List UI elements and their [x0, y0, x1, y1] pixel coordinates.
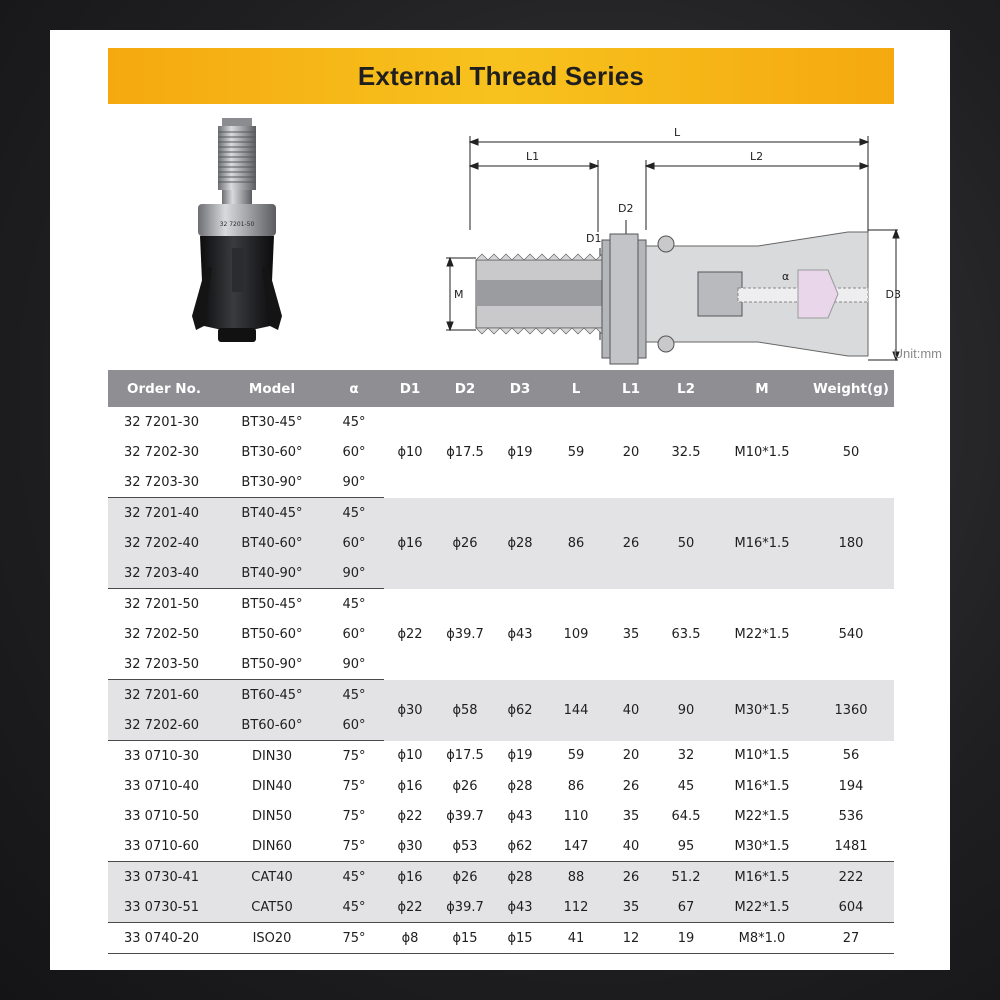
label-L1: L1 — [526, 150, 540, 163]
d2-cell: ϕ15 — [436, 923, 494, 954]
product-marking: 32 7201-50 — [219, 221, 255, 228]
title-banner — [108, 48, 894, 104]
l1-cell: 26 — [622, 778, 640, 794]
l-cell: 109 — [563, 626, 589, 642]
l2-cell: 64.5 — [671, 808, 701, 824]
alpha-cell: 45° — [342, 596, 366, 612]
l1-cell: 26 — [606, 498, 656, 589]
m-cell: M30*1.5 — [716, 831, 808, 862]
alpha-cell: 75° — [342, 748, 366, 764]
l-cell: 59 — [567, 444, 585, 460]
l1-cell: 35 — [622, 626, 640, 642]
model-cell: CAT50 — [220, 892, 324, 923]
m-cell: M22*1.5 — [734, 626, 790, 642]
m-cell: M22*1.5 — [716, 892, 808, 923]
d2-cell: ϕ17.5 — [446, 444, 484, 460]
d1-cell: ϕ8 — [384, 923, 436, 954]
l2-cell: 32 — [677, 748, 695, 764]
model-cell: BT40-90° — [220, 558, 324, 589]
table-row — [108, 771, 894, 801]
d3-cell: ϕ62 — [494, 680, 546, 741]
col-header-d2: D2 — [436, 370, 494, 407]
l2-cell: 51.2 — [656, 862, 716, 893]
m-cell: M22*1.5 — [734, 808, 790, 824]
label-D1: D1 — [586, 232, 602, 245]
order-cell: 33 0710-50 — [124, 808, 199, 824]
table-row — [108, 498, 894, 529]
model-cell: BT30-45° — [241, 414, 303, 430]
alpha-cell: 90° — [324, 558, 384, 589]
order-cell: 32 7202-50 — [124, 626, 199, 642]
weight-cell: 536 — [838, 808, 864, 824]
model-cell: DIN60 — [220, 831, 324, 862]
dimension-diagram — [398, 120, 901, 360]
col-header-model: Model — [220, 370, 324, 407]
table-row — [108, 407, 894, 437]
alpha-cell: 75° — [342, 778, 366, 794]
d3-cell: ϕ43 — [494, 892, 546, 923]
weight-cell: 1360 — [808, 680, 894, 741]
l-cell: 88 — [546, 862, 606, 893]
l1-cell: 12 — [606, 923, 656, 954]
unit-label: Unit:mm — [893, 346, 942, 361]
order-cell: 32 7202-40 — [108, 528, 220, 558]
d1-cell: ϕ30 — [384, 831, 436, 862]
weight-cell: 56 — [842, 748, 860, 764]
d1-cell: ϕ10 — [397, 748, 423, 764]
d1-cell: ϕ10 — [397, 444, 423, 460]
d3-cell: ϕ15 — [494, 923, 546, 954]
label-L: L — [674, 126, 681, 139]
alpha-cell: 75° — [324, 831, 384, 862]
l2-cell: 32.5 — [671, 444, 701, 460]
model-cell: BT30-60° — [241, 444, 303, 460]
d3-cell: ϕ43 — [507, 626, 533, 642]
d2-cell: ϕ53 — [436, 831, 494, 862]
alpha-cell: 60° — [342, 444, 366, 460]
l1-cell: 40 — [606, 831, 656, 862]
model-cell: ISO20 — [220, 923, 324, 954]
weight-cell: 180 — [808, 498, 894, 589]
order-cell: 32 7202-30 — [124, 444, 199, 460]
m-cell: M16*1.5 — [716, 498, 808, 589]
page-title: External Thread Series — [357, 60, 645, 91]
order-cell: 33 0710-30 — [124, 748, 199, 764]
weight-cell: 540 — [838, 626, 864, 642]
label-D2: D2 — [618, 202, 634, 215]
model-cell: BT40-60° — [220, 528, 324, 558]
d3-cell: ϕ19 — [507, 444, 533, 460]
l1-cell: 40 — [606, 680, 656, 741]
weight-cell: 1481 — [808, 831, 894, 862]
d3-cell: ϕ28 — [494, 862, 546, 893]
weight-cell: 604 — [808, 892, 894, 923]
d2-cell: ϕ26 — [436, 498, 494, 589]
d3-cell: ϕ28 — [494, 498, 546, 589]
d2-cell: ϕ39.7 — [446, 808, 484, 824]
l1-cell: 20 — [622, 748, 640, 764]
order-cell: 32 7203-50 — [108, 649, 220, 680]
order-cell: 33 0710-40 — [124, 778, 199, 794]
d1-cell: ϕ30 — [384, 680, 436, 741]
weight-cell: 27 — [808, 923, 894, 954]
col-header-alpha: α — [324, 370, 384, 407]
model-cell: DIN50 — [251, 808, 293, 824]
col-header-l: L — [546, 370, 606, 407]
col-header-weight: Weight(g) — [808, 370, 894, 407]
table-header-row — [108, 370, 894, 407]
l-cell: 147 — [546, 831, 606, 862]
d2-cell: ϕ39.7 — [446, 626, 484, 642]
alpha-cell: 60° — [342, 626, 366, 642]
m-cell: M30*1.5 — [716, 680, 808, 741]
product-image — [182, 116, 292, 356]
simple-rows — [108, 741, 894, 954]
alpha-cell: 45° — [324, 498, 384, 529]
spec-table — [108, 370, 894, 954]
l-cell: 86 — [546, 498, 606, 589]
col-header-order: Order No. — [108, 370, 220, 407]
d2-cell: ϕ58 — [436, 680, 494, 741]
l1-cell: 35 — [622, 808, 640, 824]
order-cell: 32 7202-60 — [108, 710, 220, 741]
model-cell: BT40-45° — [220, 498, 324, 529]
m-cell: M16*1.5 — [734, 778, 790, 794]
order-cell: 32 7203-40 — [108, 558, 220, 589]
label-M: M — [454, 288, 464, 301]
model-cell: BT50-90° — [220, 649, 324, 680]
l-cell: 144 — [546, 680, 606, 741]
m-cell: M16*1.5 — [716, 862, 808, 893]
alpha-cell: 60° — [324, 710, 384, 741]
spec-sheet-card — [50, 30, 950, 970]
d1-cell: ϕ22 — [397, 626, 423, 642]
d1-cell: ϕ22 — [384, 892, 436, 923]
model-cell: BT50-60° — [241, 626, 303, 642]
l2-cell: 63.5 — [671, 626, 701, 642]
model-cell: BT50-45° — [241, 596, 303, 612]
l1-cell: 20 — [622, 444, 640, 460]
model-cell: BT60-45° — [220, 680, 324, 711]
model-cell: CAT40 — [220, 862, 324, 893]
d2-cell: ϕ26 — [452, 778, 478, 794]
weight-cell: 50 — [842, 444, 860, 460]
model-cell: BT60-60° — [220, 710, 324, 741]
m-cell: M8*1.0 — [716, 923, 808, 954]
table-row — [108, 680, 894, 711]
col-header-d3: D3 — [494, 370, 546, 407]
l-cell: 59 — [567, 748, 585, 764]
order-cell: 32 7201-40 — [108, 498, 220, 529]
d1-cell: ϕ16 — [384, 862, 436, 893]
col-header-l1: L1 — [606, 370, 656, 407]
model-cell: DIN30 — [251, 748, 293, 764]
alpha-cell: 60° — [324, 528, 384, 558]
alpha-cell: 45° — [324, 892, 384, 923]
l2-cell: 67 — [656, 892, 716, 923]
alpha-cell: 75° — [324, 923, 384, 954]
alpha-cell: 45° — [324, 680, 384, 711]
l2-cell: 45 — [677, 778, 695, 794]
l1-cell: 26 — [606, 862, 656, 893]
col-header-m: M — [716, 370, 808, 407]
alpha-cell: 90° — [324, 467, 384, 498]
col-header-d1: D1 — [384, 370, 436, 407]
table-row — [108, 741, 894, 772]
l-cell: 110 — [563, 808, 589, 824]
table-row — [108, 862, 894, 893]
order-cell: 33 0740-20 — [108, 923, 220, 954]
d2-cell: ϕ17.5 — [446, 748, 484, 764]
m-cell: M10*1.5 — [734, 748, 790, 764]
l2-cell: 50 — [656, 498, 716, 589]
order-cell: 33 0730-51 — [108, 892, 220, 923]
alpha-cell: 75° — [342, 808, 366, 824]
d3-cell: ϕ19 — [507, 748, 533, 764]
table-row — [108, 801, 894, 831]
order-cell: 33 0730-41 — [108, 862, 220, 893]
model-cell: DIN40 — [251, 778, 293, 794]
alpha-cell: 45° — [342, 414, 366, 430]
order-cell: 32 7203-30 — [108, 467, 220, 498]
d2-cell: ϕ26 — [436, 862, 494, 893]
d2-cell: ϕ39.7 — [436, 892, 494, 923]
col-header-l2: L2 — [656, 370, 716, 407]
l-cell: 41 — [546, 923, 606, 954]
label-D3: D3 — [885, 288, 901, 301]
label-L2: L2 — [750, 150, 764, 163]
alpha-cell: 45° — [324, 862, 384, 893]
order-cell: 33 0710-60 — [108, 831, 220, 862]
model-cell: BT30-90° — [220, 467, 324, 498]
d1-cell: ϕ22 — [397, 808, 423, 824]
table-row — [108, 923, 894, 954]
l-cell: 86 — [567, 778, 585, 794]
l2-cell: 19 — [656, 923, 716, 954]
order-cell: 32 7201-50 — [124, 596, 199, 612]
table-row — [108, 589, 894, 620]
d3-cell: ϕ62 — [494, 831, 546, 862]
l2-cell: 95 — [656, 831, 716, 862]
d3-cell: ϕ28 — [507, 778, 533, 794]
table-row — [108, 892, 894, 923]
weight-cell: 194 — [838, 778, 864, 794]
label-alpha: α — [782, 270, 790, 283]
d3-cell: ϕ43 — [507, 808, 533, 824]
m-cell: M10*1.5 — [734, 444, 790, 460]
weight-cell: 222 — [808, 862, 894, 893]
order-cell: 32 7201-60 — [108, 680, 220, 711]
table-row — [108, 831, 894, 862]
l-cell: 112 — [546, 892, 606, 923]
alpha-cell: 90° — [324, 649, 384, 680]
l2-cell: 90 — [656, 680, 716, 741]
d1-cell: ϕ16 — [384, 498, 436, 589]
d1-cell: ϕ16 — [397, 778, 423, 794]
l1-cell: 35 — [606, 892, 656, 923]
order-cell: 32 7201-30 — [124, 414, 199, 430]
